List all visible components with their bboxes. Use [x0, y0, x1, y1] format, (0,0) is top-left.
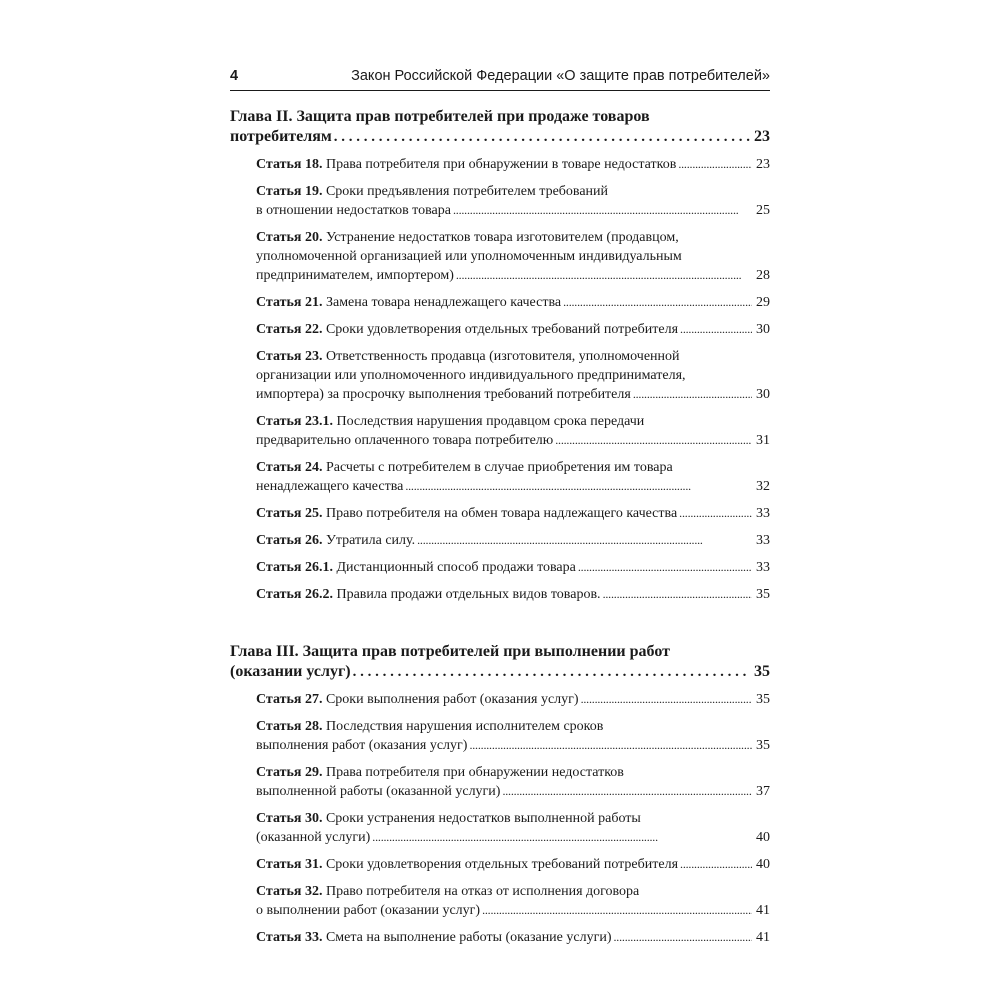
- toc-entry[interactable]: [256, 320, 770, 339]
- dot-leader: [502, 782, 752, 801]
- entry-text: выполнения работ (оказания услуг): [256, 738, 468, 753]
- entry-page-number: 31: [756, 433, 770, 448]
- entry-line: [256, 366, 770, 385]
- dot-leader: [417, 531, 752, 550]
- entry-line: [256, 717, 770, 736]
- article-number: Статья 29.: [256, 765, 323, 780]
- entry-text: (оказанной услуги): [256, 830, 371, 845]
- article-number: Статья 28.: [256, 719, 323, 734]
- entry-line: [256, 809, 770, 828]
- entry-line: [256, 293, 770, 312]
- article-number: Статья 26.1.: [256, 560, 333, 575]
- entry-text: предпринимателем, импортером): [256, 268, 454, 283]
- article-number: Статья 24.: [256, 460, 323, 475]
- entry-line: [256, 228, 770, 247]
- dot-leader: [581, 690, 752, 709]
- toc-entry[interactable]: [256, 412, 770, 450]
- entry-line: [256, 531, 770, 550]
- article-list: [230, 690, 770, 947]
- entry-page-number: 30: [756, 322, 770, 337]
- toc-entry[interactable]: [256, 458, 770, 496]
- toc-entry[interactable]: [256, 882, 770, 920]
- entry-page-number: 32: [756, 479, 770, 494]
- dot-leader: [578, 558, 752, 577]
- toc-entry[interactable]: [256, 763, 770, 801]
- article-list: [230, 155, 770, 604]
- dot-leader: [563, 293, 752, 312]
- article-number: Статья 20.: [256, 230, 323, 245]
- dot-leader: [555, 431, 752, 450]
- article-number: Статья 25.: [256, 506, 323, 521]
- entry-text: Статья 25. Право потребителя на обмен товара надлежащего качества: [256, 506, 678, 521]
- entry-line: [256, 763, 770, 782]
- entry-line: [256, 412, 770, 431]
- dot-leader: [679, 504, 752, 523]
- entry-line: [256, 585, 770, 604]
- entry-page-number: 29: [756, 295, 770, 310]
- entry-line: [256, 458, 770, 477]
- article-number: Статья 27.: [256, 692, 323, 707]
- article-number: Статья 23.: [256, 349, 323, 364]
- article-number: Статья 26.2.: [256, 587, 333, 602]
- chapter-title-text: Глава II. Защита прав потребителей при продаже товаров: [230, 108, 650, 125]
- toc-entry[interactable]: [256, 855, 770, 874]
- running-head: [230, 68, 770, 91]
- entry-line: [256, 558, 770, 577]
- toc-entry[interactable]: [256, 347, 770, 404]
- entry-text: ненадлежащего качества: [256, 479, 404, 494]
- entry-text: организации или уполномоченного индивидуального предпринимателя,: [256, 368, 686, 383]
- chapter-page-number: 35: [754, 663, 770, 680]
- toc-entry[interactable]: [256, 717, 770, 755]
- entry-page-number: 35: [756, 587, 770, 602]
- entry-text: Статья 26. Утратила силу.: [256, 533, 416, 548]
- dot-leader: [680, 320, 752, 339]
- entry-line: [256, 690, 770, 709]
- dot-leader: [482, 901, 752, 920]
- entry-text: Статья 30. Сроки устранения недостатков выполненной работы: [256, 811, 641, 826]
- dot-leader: [372, 828, 752, 847]
- entry-text: Статья 23.1. Последствия нарушения продавцом срока передачи: [256, 414, 645, 429]
- entry-text: о выполнении работ (оказании услуг): [256, 903, 481, 918]
- entry-page-number: 37: [756, 784, 770, 799]
- article-number: Статья 18.: [256, 157, 323, 172]
- chapter-heading[interactable]: [230, 107, 770, 147]
- article-number: Статья 32.: [256, 884, 323, 899]
- entry-page-number: 33: [756, 506, 770, 521]
- article-number: Статья 23.1.: [256, 414, 333, 429]
- dot-leader: [353, 662, 750, 682]
- toc-entry[interactable]: [256, 504, 770, 523]
- toc-entry[interactable]: [256, 690, 770, 709]
- entry-page-number: 33: [756, 533, 770, 548]
- chapter-title-line: [230, 107, 770, 127]
- toc-entry[interactable]: [256, 531, 770, 550]
- toc-entry[interactable]: [256, 182, 770, 220]
- entry-line: [256, 736, 770, 755]
- entry-text: Статья 26.1. Дистанционный способ продажи товара: [256, 560, 576, 575]
- entry-line: [256, 201, 770, 220]
- toc-entry[interactable]: [256, 585, 770, 604]
- page-number: 4: [230, 68, 239, 84]
- entry-line: [256, 266, 770, 285]
- entry-page-number: 33: [756, 560, 770, 575]
- entry-text: уполномоченной организацией или уполномоченным индивидуальным: [256, 249, 682, 264]
- entry-text: Статья 20. Устранение недостатков товара изготовителем (продавцом,: [256, 230, 679, 245]
- entry-line: [256, 385, 770, 404]
- entry-line: [256, 855, 770, 874]
- entry-page-number: 30: [756, 387, 770, 402]
- toc-entry[interactable]: [256, 155, 770, 174]
- chapter-gap: [230, 612, 770, 626]
- entry-text: Статья 18. Права потребителя при обнаружении в товаре недостатков: [256, 157, 677, 172]
- dot-leader: [603, 585, 752, 604]
- entry-page-number: 41: [756, 903, 770, 918]
- entry-text: Статья 32. Право потребителя на отказ от исполнения договора: [256, 884, 640, 899]
- dot-leader: [678, 155, 752, 174]
- entry-text: Статья 23. Ответственность продавца (изготовителя, уполномоченной: [256, 349, 680, 364]
- dot-leader: [405, 477, 752, 496]
- entry-line: [256, 320, 770, 339]
- article-number: Статья 19.: [256, 184, 323, 199]
- toc-entry[interactable]: [256, 228, 770, 285]
- chapter-title-line: [230, 662, 770, 682]
- entry-text: Статья 21. Замена товара ненадлежащего качества: [256, 295, 562, 310]
- toc-entry[interactable]: [256, 558, 770, 577]
- entry-line: [256, 182, 770, 201]
- entry-page-number: 25: [756, 203, 770, 218]
- entry-text: Статья 22. Сроки удовлетворения отдельных требований потребителя: [256, 322, 679, 337]
- page: [230, 68, 770, 955]
- entry-line: [256, 431, 770, 450]
- chapter-title-text: (оказании услуг): [230, 663, 351, 680]
- entry-line: [256, 247, 770, 266]
- chapter-title-line: [230, 642, 770, 662]
- article-number: Статья 30.: [256, 811, 323, 826]
- article-number: Статья 26.: [256, 533, 323, 548]
- entry-text: предварительно оплаченного товара потребителю: [256, 433, 554, 448]
- chapter-title-line: [230, 127, 770, 147]
- chapter-title-text: потребителям: [230, 128, 332, 145]
- entry-text: Статья 19. Сроки предъявления потребителем требований: [256, 184, 609, 199]
- entry-text: Статья 31. Сроки удовлетворения отдельных требований потребителя: [256, 857, 679, 872]
- dot-leader: [680, 855, 752, 874]
- dot-leader: [456, 266, 752, 285]
- entry-line: [256, 347, 770, 366]
- toc-entry[interactable]: [256, 293, 770, 312]
- running-title: Закон Российской Федерации «О защите прав потребителей»: [351, 68, 770, 84]
- dot-leader: [633, 385, 752, 404]
- dot-leader: [469, 736, 752, 755]
- entry-text: Статья 28. Последствия нарушения исполнителем сроков: [256, 719, 604, 734]
- entry-text: импортера) за просрочку выполнения требований потребителя: [256, 387, 631, 402]
- entry-page-number: 23: [756, 157, 770, 172]
- entry-text: выполненной работы (оказанной услуги): [256, 784, 501, 799]
- entry-page-number: 35: [756, 738, 770, 753]
- chapter-heading[interactable]: [230, 642, 770, 682]
- entry-line: [256, 882, 770, 901]
- table-of-contents: [230, 107, 770, 947]
- entry-line: [256, 782, 770, 801]
- toc-entry[interactable]: [256, 809, 770, 847]
- entry-text: Статья 29. Права потребителя при обнаружении недостатков: [256, 765, 624, 780]
- entry-text: Статья 33. Смета на выполнение работы (оказание услуги): [256, 930, 612, 945]
- article-number: Статья 31.: [256, 857, 323, 872]
- dot-leader: [334, 127, 750, 147]
- entry-line: [256, 901, 770, 920]
- entry-text: Статья 26.2. Правила продажи отдельных видов товаров.: [256, 587, 601, 602]
- entry-page-number: 40: [756, 830, 770, 845]
- entry-line: [256, 155, 770, 174]
- entry-line: [256, 928, 770, 947]
- entry-page-number: 35: [756, 692, 770, 707]
- entry-page-number: 28: [756, 268, 770, 283]
- chapter-title-text: Глава III. Защита прав потребителей при выполнении работ: [230, 643, 670, 660]
- entry-text: Статья 24. Расчеты с потребителем в случае приобретения им товара: [256, 460, 673, 475]
- entry-line: [256, 504, 770, 523]
- article-number: Статья 22.: [256, 322, 323, 337]
- toc-entry[interactable]: [256, 928, 770, 947]
- entry-text: Статья 27. Сроки выполнения работ (оказания услуг): [256, 692, 579, 707]
- entry-page-number: 41: [756, 930, 770, 945]
- dot-leader: [453, 201, 752, 220]
- dot-leader: [614, 928, 753, 947]
- entry-line: [256, 477, 770, 496]
- entry-line: [256, 828, 770, 847]
- article-number: Статья 33.: [256, 930, 323, 945]
- article-number: Статья 21.: [256, 295, 323, 310]
- entry-page-number: 40: [756, 857, 770, 872]
- chapter-page-number: 23: [754, 128, 770, 145]
- entry-text: в отношении недостатков товара: [256, 203, 451, 218]
